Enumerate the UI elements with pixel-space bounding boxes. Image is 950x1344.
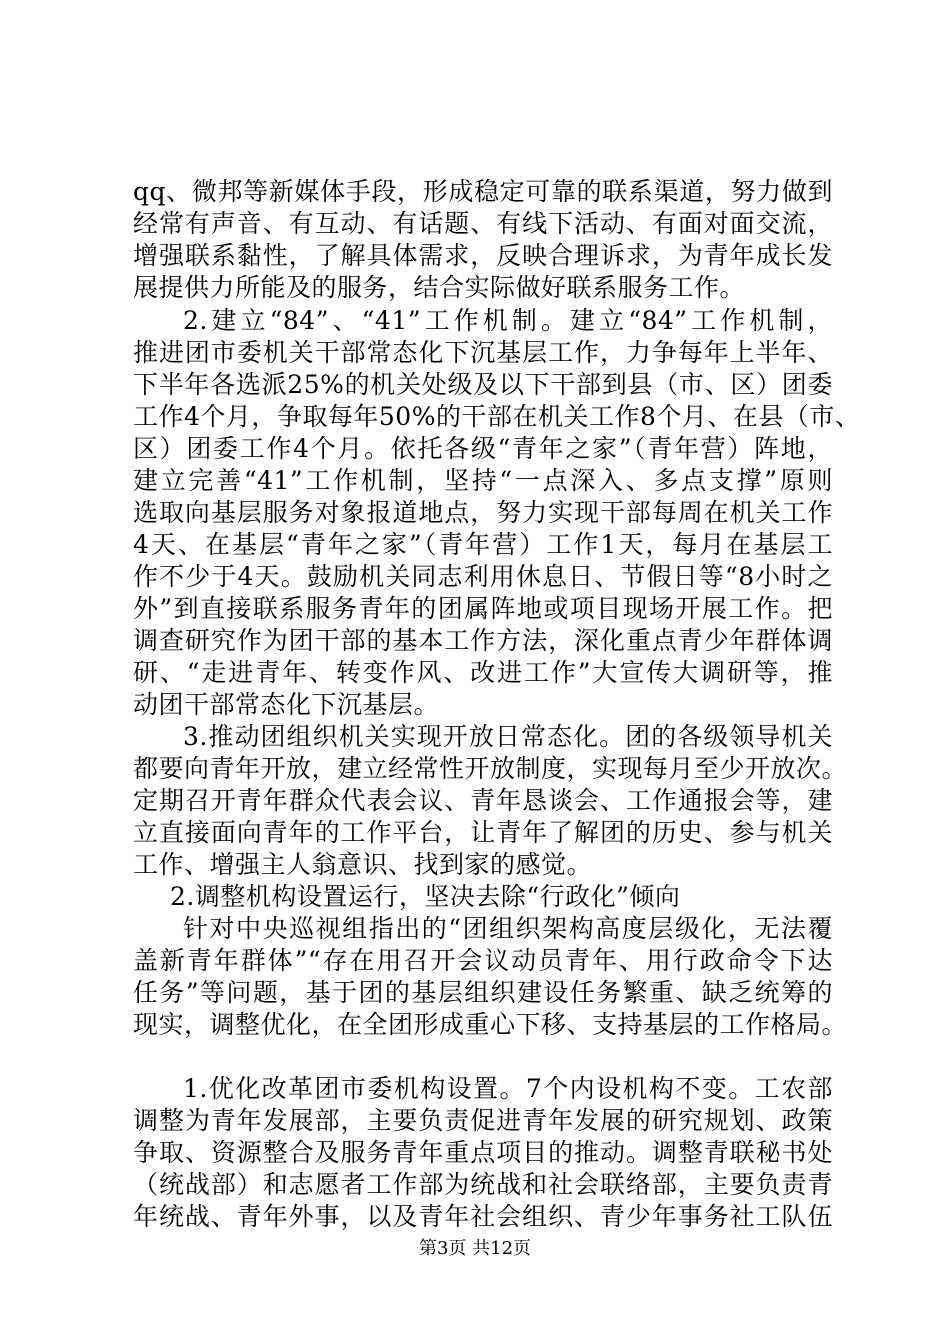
text-line: 区）团委工作4个月。依托各级“青年之家”（青年营）阵地，: [133, 434, 833, 463]
section-heading: 2.调整机构设置运行，坚决去除“行政化”倾向: [170, 882, 681, 911]
text-line: 推进团市委机关干部常态化下沉基层工作，力争每年上半年、: [133, 338, 833, 367]
text-line: 下半年各选派25%的机关处级及以下干部到县（市、区）团委: [133, 370, 833, 399]
page-footer: 第3页 共12页: [418, 1238, 532, 1259]
text-line: 年统战、青年外事，以及青年社会组织、青少年事务社工队伍: [133, 1202, 833, 1231]
text-line: 针对中央巡视组指出的“团组织架构高度层级化，无法覆: [183, 914, 833, 943]
text-line: qq、微邦等新媒体手段，形成稳定可靠的联系渠道，努力做到: [133, 177, 833, 206]
text-line: （统战部）和志愿者工作部为统战和社会联络部，主要负责青: [133, 1170, 833, 1199]
text-line: 3.推动团组织机关实现开放日常态化。团的各级领导机关: [183, 722, 833, 751]
text-line: 任务”等问题，基于团的基层组织建设任务繁重、缺乏统筹的: [133, 978, 833, 1007]
text-line: 增强联系黏性，了解具体需求，反映合理诉求，为青年成长发: [133, 241, 833, 270]
text-line: 定期召开青年群众代表会议、青年恳谈会、工作通报会等，建: [133, 786, 833, 815]
text-line: 动团干部常态化下沉基层。: [133, 690, 440, 719]
text-line: 展提供力所能及的服务，结合实际做好联系服务工作。: [133, 273, 746, 302]
text-line: 争取、资源整合及服务青年重点项目的推动。调整青联秘书处: [133, 1138, 833, 1167]
text-line: 都要向青年开放，建立经常性开放制度，实现每月至少开放次。: [133, 754, 848, 783]
text-line: 作不少于4天。鼓励机关同志利用休息日、节假日等“8小时之: [133, 562, 833, 591]
text-line: 工作、增强主人翁意识、找到家的感觉。: [133, 850, 593, 879]
text-line: 1.优化改革团市委机构设置。7个内设机构不变。工农部: [183, 1074, 833, 1103]
text-line: 现实，调整优化，在全团形成重心下移、支持基层的工作格局。: [133, 1010, 848, 1039]
text-line: 经常有声音、有互动、有话题、有线下活动、有面对面交流，: [133, 209, 833, 238]
text-line: 立直接面向青年的工作平台，让青年了解团的历史、参与机关: [133, 818, 833, 847]
text-line: 2.建立“84”、“41”工作机制。建立“84”工作机制，: [183, 306, 833, 335]
text-line: 调整为青年发展部，主要负责促进青年发展的研究规划、政策: [133, 1106, 833, 1135]
text-line: 盖新青年群体”“存在用召开会议动员青年、用行政命令下达: [133, 946, 833, 975]
text-line: 工作4个月，争取每年50%的干部在机关工作8个月、在县（市、: [133, 402, 861, 431]
text-line: 调查研究作为团干部的基本工作方法，深化重点青少年群体调: [133, 626, 833, 655]
text-line: 选取向基层服务对象报道地点，努力实现干部每周在机关工作: [133, 498, 833, 527]
text-line: 外”到直接联系服务青年的团属阵地或项目现场开展工作。把: [133, 594, 833, 623]
text-line: 研、“走进青年、转变作风、改进工作”大宣传大调研等，推: [133, 658, 833, 687]
text-line: 4天、在基层“青年之家”（青年营）工作1天，每月在基层工: [133, 530, 833, 559]
text-line: 建立完善“41”工作机制，坚持“一点深入、多点支撑”原则: [133, 466, 833, 495]
